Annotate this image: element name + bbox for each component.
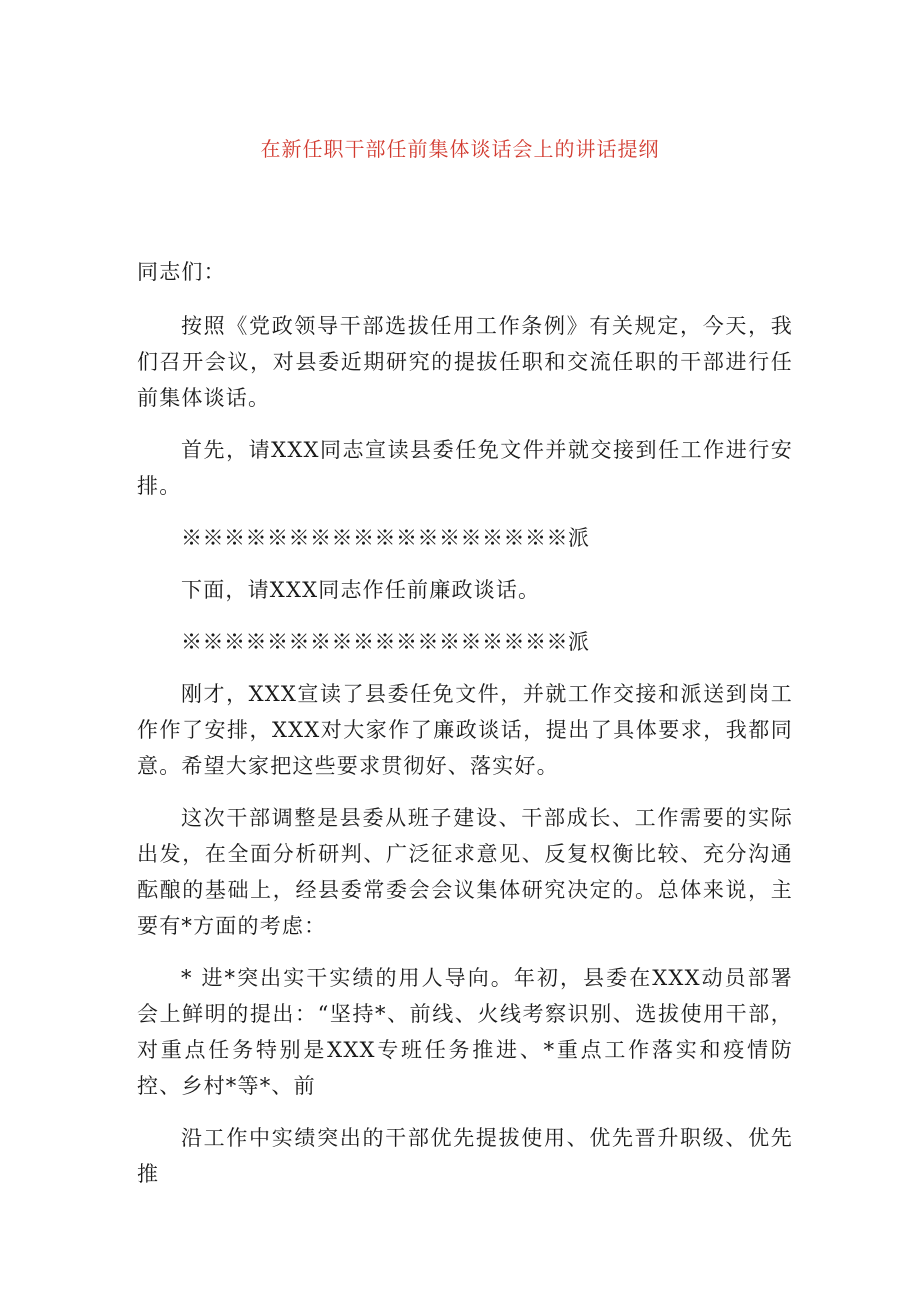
paragraph-first: 首先，请XXX同志宣读县委任免文件并就交接到任工作进行安排。 bbox=[137, 438, 793, 498]
paragraph-summary: 刚才，XXX宣读了县委任免文件，并就工作交接和派送到岗工作作了安排，XXX对大家作了廉政谈话，提出了具体要求，我都同意。希望大家把这些要求贯彻好、落实好。 bbox=[137, 682, 793, 778]
paragraph-next: 下面，请XXX同志作任前廉政谈话。 bbox=[181, 578, 541, 602]
paragraph-intro: 按照《党政领导干部选拔任用工作条例》有关规定，今天，我们召开会议，对县委近期研究的提拔任职和交流任职的干部进行任前集体谈话。 bbox=[137, 314, 793, 410]
paragraph-point-1: * 进*突出实干实绩的用人导向。年初，县委在XXX动员部署会上鲜明的提出：“坚持*、前线、火线考察识别、选拔使用干部，对重点任务特别是XXX专班任务推进、*重点工作落实和疫情防控、乡村*等*、前 bbox=[137, 966, 793, 1098]
salutation: 同志们： bbox=[137, 260, 226, 284]
document-title: 在新任职干部任前集体谈话会上的讲话提纲 bbox=[260, 137, 660, 161]
placeholder-line-2: ※※※※※※※※※※※※※※※※※※派 bbox=[181, 630, 590, 654]
paragraph-considerations: 这次干部调整是县委从班子建设、干部成长、工作需要的实际出发，在全面分析研判、广泛征求意见、反复权衡比较、充分沟通酝酿的基础上，经县委常委会会议集体研究决定的。总体来说，主要有*方面的考虑： bbox=[137, 806, 793, 938]
placeholder-line-1: ※※※※※※※※※※※※※※※※※※派 bbox=[181, 526, 590, 550]
paragraph-continued: 沿工作中实绩突出的干部优先提拔使用、优先晋升职级、优先推 bbox=[137, 1126, 793, 1186]
document-body bbox=[137, 254, 793, 1208]
